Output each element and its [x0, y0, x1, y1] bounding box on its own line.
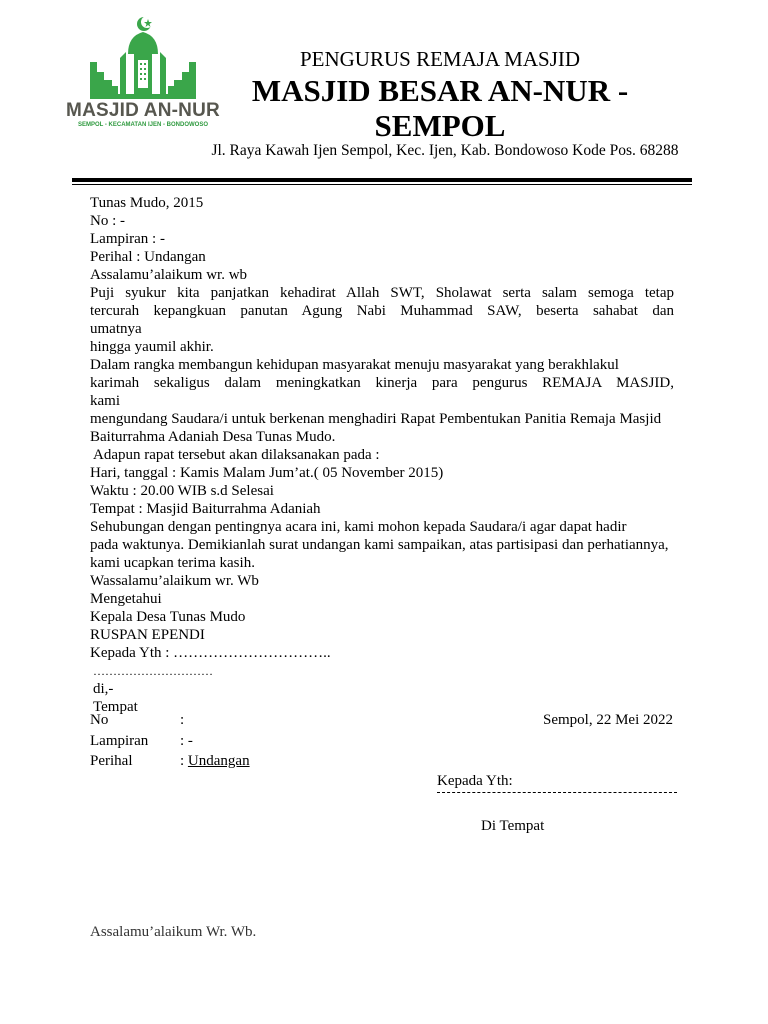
mosque-icon [90, 14, 196, 100]
recipient-dashed-line [437, 792, 677, 793]
letter2-number-value: : [180, 712, 185, 728]
signatory-name: RUSPAN EPENDI [90, 627, 205, 643]
event-place: Tempat : Masjid Baiturrahma Adaniah [90, 501, 321, 517]
letter2-attachment-row [90, 733, 193, 750]
letter2-date: Sempol, 22 Mei 2022 [543, 712, 673, 728]
paragraph-1-line-1: Puji syukur kita panjatkan kehadirat Allah SWT, Sholawat serta salam semoga tetap [90, 285, 674, 301]
letter2-number-label: No [90, 712, 109, 728]
masjid-logo [58, 14, 228, 134]
paragraph-1-line-2: tercurah kepangkuan panutan Agung Nabi Muhammad SAW, beserta sahabat dan [90, 303, 674, 319]
attachment: Lampiran : - [90, 231, 165, 247]
letter2-subject-row [90, 753, 250, 770]
logo-name: MASJID AN-NUR [66, 100, 220, 121]
letter2-di-tempat: Di Tempat [481, 818, 545, 834]
letter2-subject-label: Perihal [90, 753, 133, 769]
event-day-date: Hari, tanggal : Kamis Malam Jum’at.( 05 November 2015) [90, 465, 444, 481]
paragraph-2-line-5: Baiturrahma Adaniah Desa Tunas Mudo. [90, 429, 336, 445]
closing-greeting: Wassalamu’alaikum wr. Wb [90, 573, 259, 589]
letter2-attachment-label: Lampiran [90, 733, 149, 749]
greeting: Assalamu’alaikum wr. wb [90, 267, 248, 283]
paragraph-1-line-3: umatnya [90, 321, 142, 337]
recipient-place: Tempat [93, 699, 138, 715]
paragraph-4-line-2: pada waktunya. Demikianlah surat undangan kami sampaikan, atas partisipasi dan perhatiannya, [90, 537, 669, 553]
logo-subtitle: SEMPOL - KECAMATAN IJEN - BONDOWOSO [77, 122, 208, 128]
recipient-di: di,- [93, 681, 114, 697]
title-line-1: MASJID BESAR AN-NUR - [251, 73, 629, 108]
recipient-dots: ………………………… [93, 664, 213, 678]
paragraph-3: Adapun rapat tersebut akan dilaksanakan pada : [93, 447, 380, 463]
letter2-greeting: Assalamu’alaikum Wr. Wb. [90, 924, 257, 940]
letter2-subject-colon: : [180, 753, 185, 769]
address: Jl. Raya Kawah Ijen Sempol, Kec. Ijen, Kab. Bondowoso Kode Pos. 68288 [211, 142, 679, 159]
letter-body [90, 194, 674, 716]
paragraph-2-line-1: Dalam rangka membangun kehidupan masyarakat menuju masyarakat yang berakhlakul [90, 357, 619, 373]
recipient: Kepada Yth : ………………………….. [90, 645, 331, 661]
paragraph-4-line-3: kami ucapkan terima kasih. [90, 555, 255, 571]
title-line-2: SEMPOL [374, 108, 506, 143]
acknowledged: Mengetahui [90, 591, 162, 607]
letter2-subject-value: Undangan [187, 753, 250, 769]
page-title [230, 73, 650, 143]
paragraph-1-line-4: hingga yaumil akhir. [90, 339, 214, 355]
letter2-recipient: Kepada Yth: [437, 773, 513, 789]
signatory-title: Kepala Desa Tunas Mudo [90, 609, 246, 625]
letter-number: No : - [90, 213, 125, 229]
event-time: Waktu : 20.00 WIB s.d Selesai [90, 483, 274, 499]
header-rule-thick [72, 178, 692, 182]
letter2-number-row [90, 712, 184, 729]
paragraph-2-line-2: karimah sekaligus dalam meningkatkan kinerja para pengurus REMAJA MASJID, [90, 375, 674, 391]
paragraph-4-line-1: Sehubungan dengan pentingnya acara ini, kami mohon kepada Saudara/i agar dapat hadir [90, 519, 627, 535]
paragraph-2-line-3: kami [90, 393, 120, 409]
org-name: PENGURUS REMAJA MASJID [299, 47, 581, 71]
header-rule-thin [72, 184, 692, 185]
subject: Perihal : Undangan [90, 249, 206, 265]
place-date: Tunas Mudo, 2015 [90, 195, 204, 211]
letter2-attachment-value: : - [180, 733, 193, 749]
paragraph-2-line-4: mengundang Saudara/i untuk berkenan menghadiri Rapat Pembentukan Panitia Remaja Masjid [90, 411, 662, 427]
